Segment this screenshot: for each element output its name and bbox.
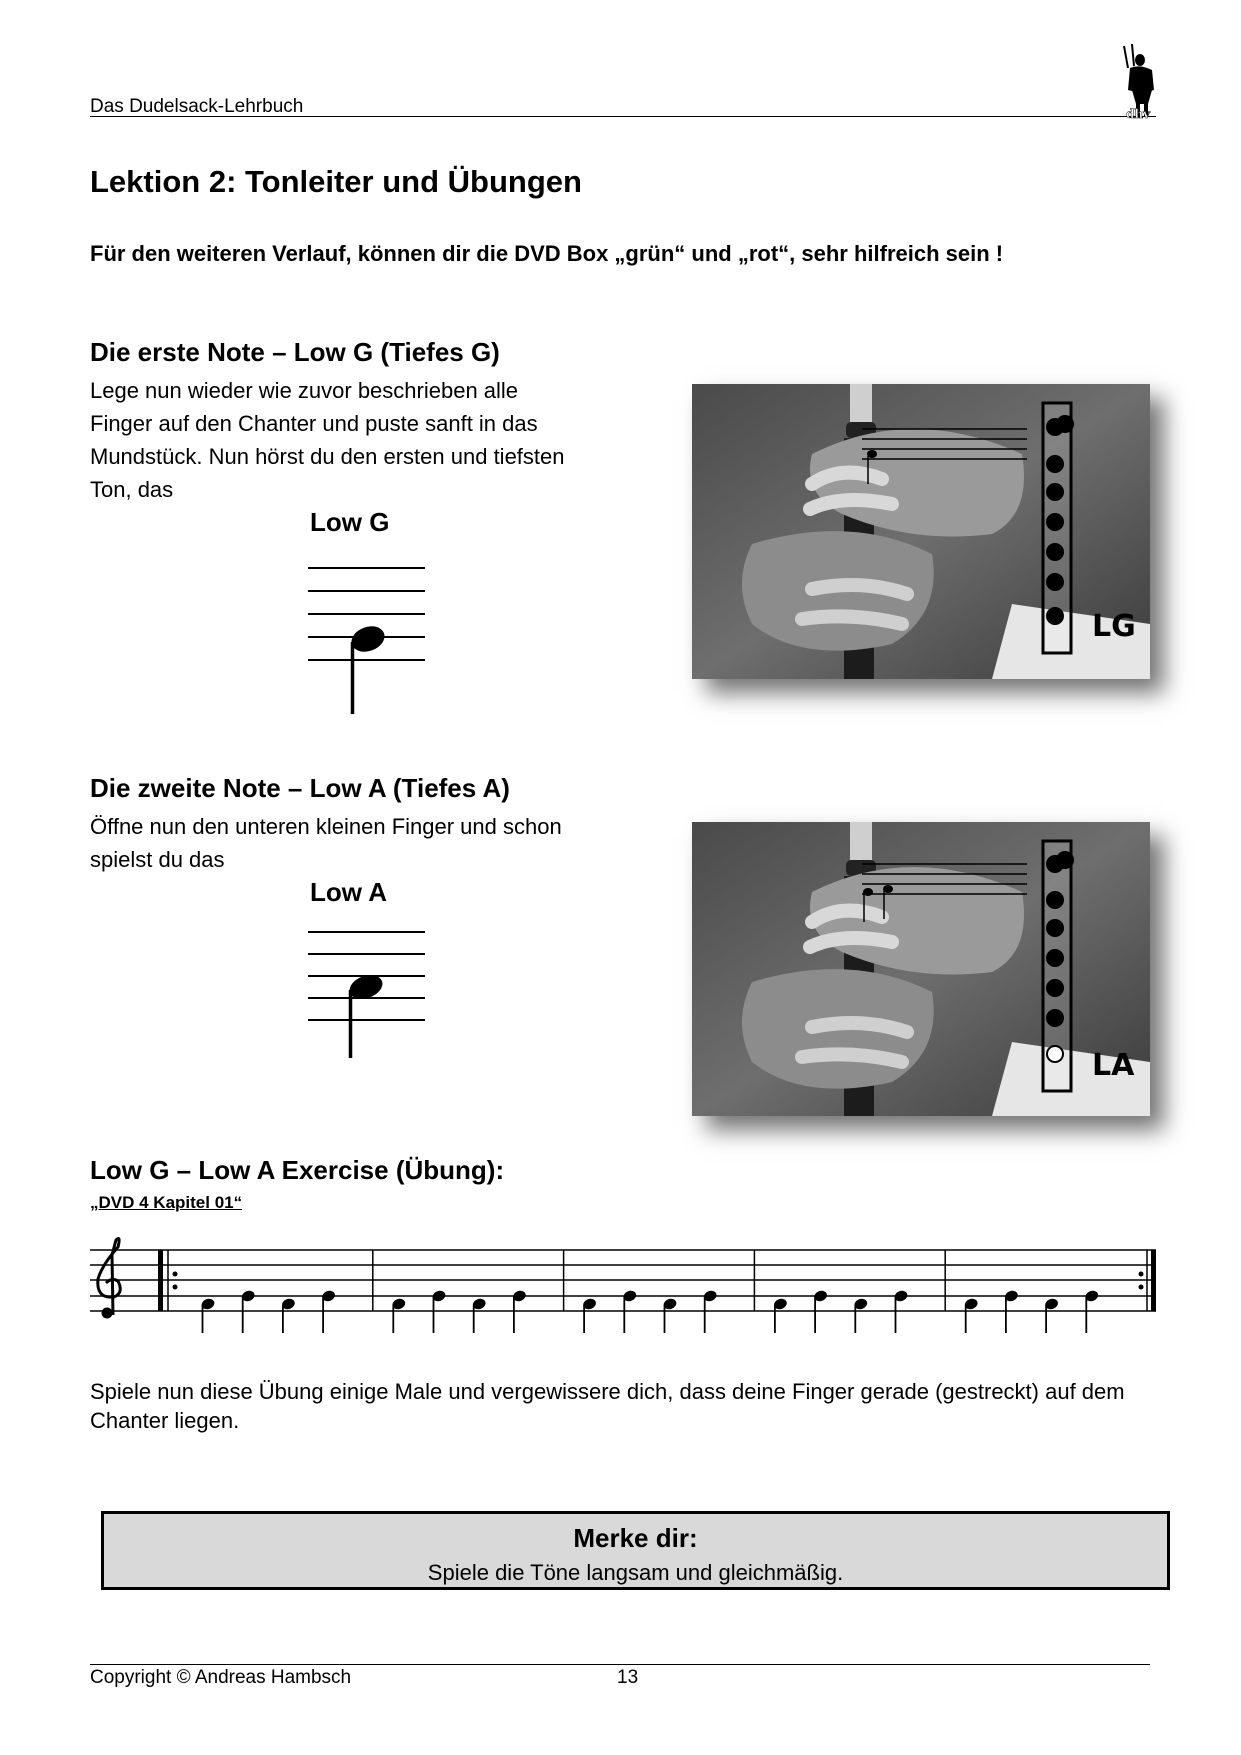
note-g <box>391 1297 407 1333</box>
note-g <box>853 1297 869 1333</box>
note-box-body: Spiele die Töne langsam und gleichmäßig. <box>427 1560 844 1585</box>
svg-text:dhv: dhv <box>1126 107 1151 120</box>
low-g-fingering-photo <box>692 384 1150 679</box>
exercise-heading: Low G – Low A Exercise (Übung): <box>90 1155 505 1185</box>
header-rule <box>90 116 1156 117</box>
lesson-title: Lektion 2: Tonleiter und Übungen <box>90 164 582 199</box>
note-g <box>1044 1297 1060 1333</box>
section1-text <box>90 374 565 506</box>
section1-line: Ton, das <box>90 477 174 502</box>
section1-heading: Die erste Note – Low G (Tiefes G) <box>90 337 500 367</box>
page-number: 13 <box>617 1667 639 1688</box>
section2-text <box>90 810 562 876</box>
note-box <box>101 1511 1170 1590</box>
section1-line: Lege nun wieder wie zuvor beschrieben alle <box>90 378 519 403</box>
section2-line: Öffne nun den unteren kleinen Finger und schon <box>90 814 562 839</box>
piper-logo-icon <box>1112 44 1162 120</box>
low-a-staff <box>300 920 430 1060</box>
section1-line: Mundstück. Nun hörst du den ersten und tiefsten <box>90 444 565 469</box>
section2-line: spielst du das <box>90 847 225 872</box>
low-g-label: Low G <box>310 507 390 537</box>
intro-text: Für den weiteren Verlauf, können dir die DVD Box „grün“ und „rot“, sehr hilfreich sein ! <box>90 241 1004 266</box>
instruction-text: Spiele nun diese Übung einige Male und vergewissere dich, dass deine Finger gerade (gestreckt) auf dem Chanter liegen. <box>90 1379 1125 1433</box>
note-box-title: Merke dir: <box>573 1523 698 1553</box>
note-g <box>281 1297 297 1333</box>
low-g-photo-tag: LG <box>1092 609 1136 644</box>
section1-line: Finger auf den Chanter und puste sanft in das <box>90 411 538 436</box>
note-g <box>662 1297 678 1333</box>
low-a-fingering-photo <box>692 822 1150 1116</box>
note-g <box>773 1297 789 1333</box>
footer-rule <box>90 1664 1150 1665</box>
low-a-photo-tag: LA <box>1092 1048 1135 1083</box>
low-a-label: Low A <box>310 877 388 907</box>
section2-heading: Die zweite Note – Low A (Tiefes A) <box>90 773 510 803</box>
note-g <box>963 1297 979 1333</box>
note-g <box>471 1297 487 1333</box>
note-g <box>582 1297 598 1333</box>
dvd-reference: „DVD 4 Kapitel 01“ <box>90 1193 243 1212</box>
footer-copyright: Copyright © Andreas Hambsch <box>90 1667 352 1688</box>
header-title: Das Dudelsack-Lehrbuch <box>90 96 304 117</box>
note-g <box>200 1297 216 1333</box>
exercise-staff <box>88 1235 1158 1335</box>
low-g-staff <box>300 560 430 720</box>
